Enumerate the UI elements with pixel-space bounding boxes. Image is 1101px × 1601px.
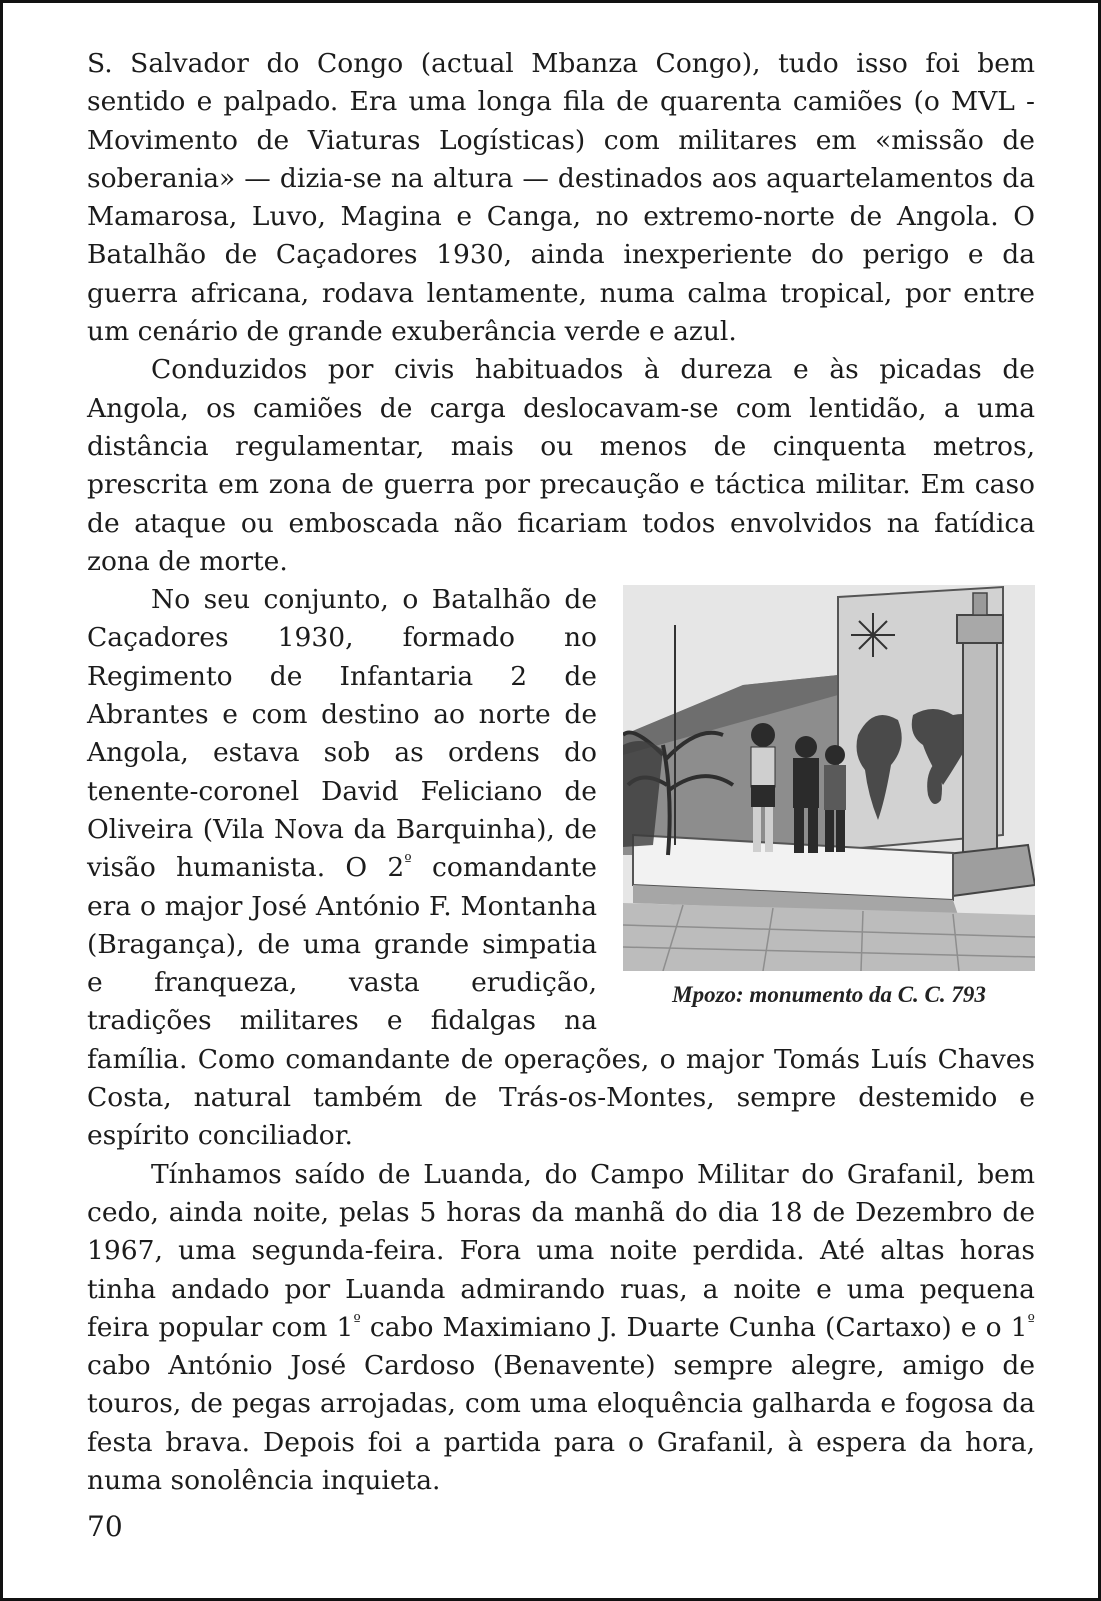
page-number: 70 (87, 1510, 123, 1543)
ordinal-indicator: º (404, 851, 412, 871)
paragraph-4-text-c: cabo António José Cardoso (Benavente) sempre alegre, amigo de touros, de pegas arrojadas, com uma eloquência galharda e fogosa da festa brava. Depois foi a partida para o Grafanil, à espera da hora, numa sonolência inquieta. (87, 1350, 1035, 1496)
paragraph-3-text-b: comandante era o major José António F. Montanha (Bragança), de uma grande simpatia e franqueza, vasta erudição, tradições militares e fidalgas na família. Como comandante de operações, o major Tomás Luís Chaves Costa, natural também de Trás-os-Montes, sempre destemido e espírito conciliador. (87, 852, 1035, 1152)
paragraph-2: Conduzidos por civis habituados à dureza e às picadas de Angola, os camiões de carga deslocavam-se com lentidão, a uma distância regulamentar, mais ou menos de cinquenta metros, prescrita em zona de guerra por precaução e táctica militar. Em caso de ataque ou emboscada não ficariam todos envolvidos na fatídica zona de morte. (87, 354, 1035, 577)
body-text (87, 45, 1035, 1500)
monument-photo (623, 585, 1035, 971)
paragraph-3 (87, 581, 1035, 1155)
paragraph-1: S. Salvador do Congo (actual Mbanza Congo), tudo isso foi bem sentido e palpado. Era uma longa fila de quarenta camiões (o MVL - Movimento de Viaturas Logísticas) com militares em «missão de soberania» — dizia-se na altura — destinados aos aquartelamentos da Mamarosa, Luvo, Magina e Canga, no extremo-norte de Angola. O Batalhão de Caçadores 1930, ainda inexperiente do perigo e da guerra africana, rodava lentamente, numa calma tropical, por entre um cenário de grande exuberância verde e azul. (87, 48, 1035, 348)
photo-caption: Mpozo: monumento da C. C. 793 (672, 982, 986, 1008)
paragraph-4-text-b: cabo Maximiano J. Duarte Cunha (Cartaxo) e o 1 (360, 1311, 1028, 1343)
figure (623, 585, 1035, 1017)
ordinal-indicator: º (1027, 1310, 1035, 1330)
ordinal-indicator: º (353, 1310, 361, 1330)
paragraph-3-text-a: No seu conjunto, o Batalhão de Caçadores 1930, formado no Regimento de Infantaria 2 de Abrantes e com destino ao norte de Angola, estava sob as ordens do tenente-coronel David Feliciano de Oliveira (Vila Nova da Barquinha), de visão humanista. O 2 (87, 584, 597, 884)
paragraph-4-text-a: Tínhamos saído de Luanda, do Campo Militar do Grafanil, bem cedo, ainda noite, pelas 5 horas da manhã do dia 18 de Dezembro de 1967, uma segunda-feira. Fora uma noite perdida. Até altas horas tinha andado por Luanda admirando ruas, a noite e uma pequena feira popular com 1 (87, 1158, 1035, 1343)
paragraph-4 (87, 1156, 1035, 1501)
